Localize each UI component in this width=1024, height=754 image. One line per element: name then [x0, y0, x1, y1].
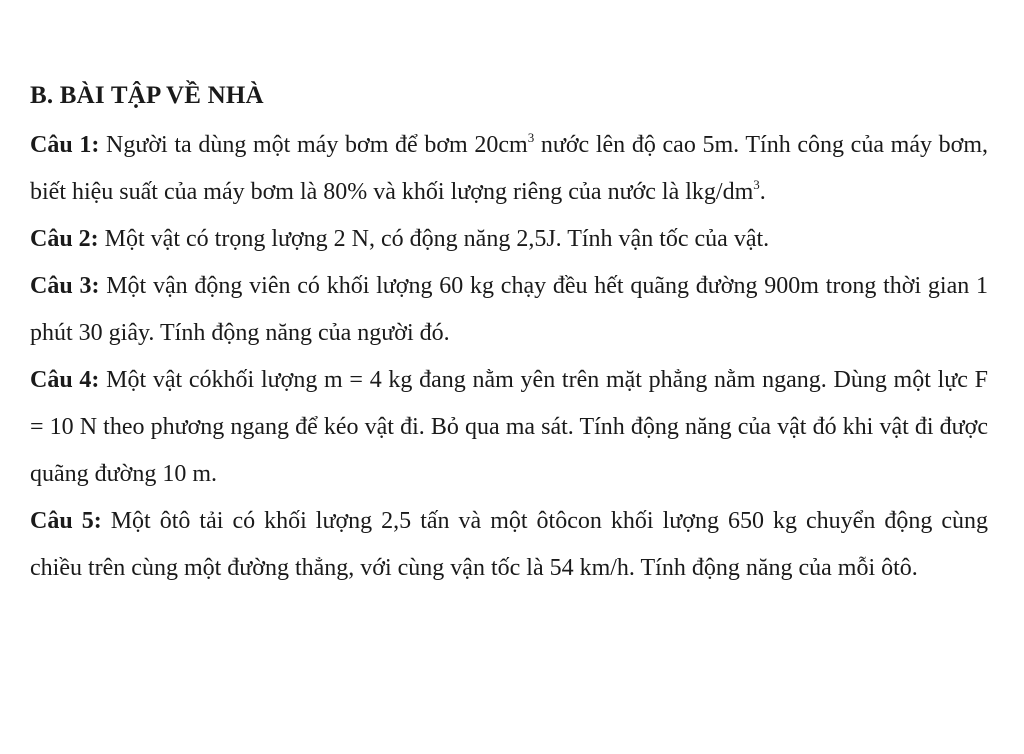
question-3	[30, 263, 988, 357]
question-text: Người ta dùng một máy bơm để bơm 20cm	[99, 132, 528, 158]
question-text: Một vật có trọng lượng 2 N, có động năng 2,5J. Tính vận tốc của vật.	[98, 226, 770, 252]
question-label: Câu 2:	[30, 226, 99, 252]
question-text: Một vật cókhối lượng m = 4 kg đang nằm yên trên mặt phẳng nằm ngang. Dùng một lực F = 10 N theo phương ngang để kéo vật đi. Bỏ qua ma sát. Tính động năng của vật đó khi vật đi được quãng đường 10 m.	[30, 367, 988, 487]
question-text: .	[759, 179, 766, 205]
superscript: 3	[753, 177, 760, 192]
question-text: nước lên độ cao 5m. Tính công của máy bơm, biết hiệu suất của máy bơm là 80% và khối lượng riêng của nước là lkg/dm	[30, 132, 988, 205]
question-label: Câu 3:	[30, 273, 100, 299]
question-label: Câu 4:	[30, 367, 100, 393]
superscript: 3	[527, 130, 535, 145]
question-label: Câu 1:	[30, 132, 100, 158]
question-4	[30, 357, 988, 498]
question-5	[30, 498, 988, 592]
question-1	[30, 122, 988, 216]
section-heading: B. BÀI TẬP VỀ NHÀ	[30, 82, 264, 109]
question-label: Câu 5:	[30, 508, 102, 534]
question-text: Một vận động viên có khối lượng 60 kg chạy đều hết quãng đường 900m trong thời gian 1 phút 30 giây. Tính động năng của người đó.	[30, 273, 989, 346]
question-2	[30, 216, 988, 263]
homework-section	[30, 70, 988, 592]
question-text: Một ôtô tải có khối lượng 2,5 tấn và một ôtôcon khối lượng 650 kg chuyển động cùng chiều trên cùng một đường thẳng, với cùng vận tốc là 54 km/h. Tính động năng của mỗi ôtô.	[30, 508, 989, 581]
